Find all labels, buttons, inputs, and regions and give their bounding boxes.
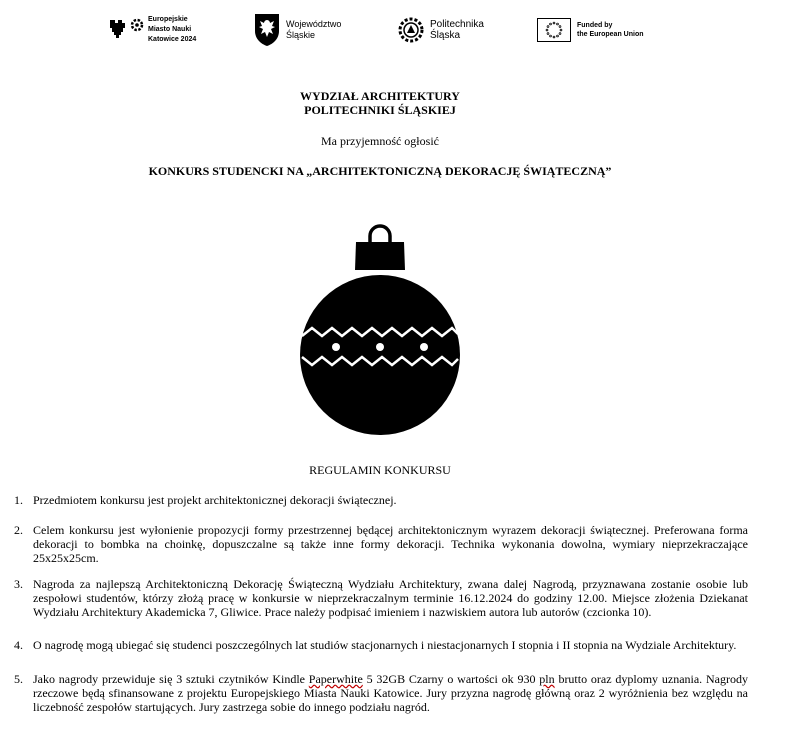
logo-europejskie-miasto-nauki bbox=[108, 10, 196, 50]
list-item-text: Celem konkursu jest wyłonienie propozycji formy przestrzennej będącej architektonicznym wyrazem dekoracji świątecznej. Preferowana forma dekoracji to bombka na choinkę, dopuszczalne są także inne formy dekoracji. Technika wykonania dowolna, wymiary nieprzekraczające 25x25x25cm. bbox=[33, 523, 748, 565]
faculty-title bbox=[0, 89, 760, 117]
list-item bbox=[14, 523, 748, 565]
logo-politechnika-slaska bbox=[398, 10, 484, 50]
list-item-number: 2. bbox=[14, 523, 23, 537]
list-item-text: O nagrodę mogą ubiegać się studenci poszczególnych lat studiów stacjonarnych i niestacjonarnych I stopnia i II stopnia na Wydziale Architektury. bbox=[33, 638, 737, 652]
gear-seal-icon bbox=[398, 17, 424, 43]
list-item-number: 3. bbox=[14, 577, 23, 591]
list-item-number: 1. bbox=[14, 493, 23, 507]
list-item-text-middle: 5 32GB Czarny o wartości ok 930 bbox=[362, 672, 540, 686]
faculty-title-line1: WYDZIAŁ ARCHITEKTURY bbox=[300, 89, 460, 103]
list-item-number: 4. bbox=[14, 638, 23, 652]
faculty-title-line2: POLITECHNIKI ŚLĄSKIEJ bbox=[304, 103, 456, 117]
logo-eu-text: Funded by the European Union bbox=[577, 22, 644, 38]
logo-ps-text: Politechnika Śląska bbox=[430, 19, 484, 41]
logo-ems-text: Europejskie Miasto Nauki Katowice 2024 bbox=[148, 16, 197, 43]
logo-wojewodztwo-slaskie bbox=[254, 10, 341, 50]
christmas-bauble-icon bbox=[300, 224, 460, 436]
regulations-list bbox=[14, 493, 748, 714]
list-item-text-end: brutto oraz dyplomy uznania. Nagrody rzeczowe będą sfinansowane z projektu Europejskiego Miasta Nauki Katowice. Jury przyzna nagrodę główną oraz 2 wyróżnienia bez względu na liczebność zespołów startujących. Jury zastrzega sobie do innego podziału nagród. bbox=[33, 672, 748, 714]
heart-pixel-icon bbox=[108, 17, 144, 43]
spellcheck-word: Paperwhite bbox=[308, 672, 363, 686]
logo-bar bbox=[0, 10, 800, 50]
list-item bbox=[14, 638, 748, 652]
eu-flag-icon bbox=[537, 18, 571, 42]
spellcheck-word: pln bbox=[539, 672, 555, 686]
logo-ws-text: Województwo Śląskie bbox=[286, 19, 342, 40]
list-item-number: 5. bbox=[14, 672, 23, 686]
announcement-intro: Ma przyjemność ogłosić bbox=[321, 134, 439, 148]
competition-title: KONKURS STUDENCKI NA „ARCHITEKTONICZNĄ DEKORACJĘ ŚWIĄTECZNĄ” bbox=[148, 164, 612, 178]
list-item bbox=[14, 672, 748, 714]
list-item-text: Nagroda za najlepszą Architektoniczną Dekorację Świąteczną Wydziału Architektury, zwana dalej Nagrodą, przyznawana zostanie osobie lub zespołowi studentów, którzy złożą pracę w konkursie w nieprzekraczalnym terminie 16.12.2024 do godziny 12.00. Miejsce złożenia Dziekanat Wydziału Architektury Akademicka 7, Gliwice. Prace należy podpisać imieniem i nazwiskiem autora lub autorów (czcionka 10). bbox=[33, 577, 748, 619]
list-item-text: Przedmiotem konkursu jest projekt architektonicznej dekoracji świątecznej. bbox=[33, 493, 397, 507]
eagle-shield-icon bbox=[254, 13, 280, 47]
list-item bbox=[14, 493, 748, 507]
list-item-text-start: Jako nagrody przewiduje się 3 sztuki czytników Kindle bbox=[33, 672, 309, 686]
list-item bbox=[14, 577, 748, 619]
logo-funded-by-eu bbox=[537, 10, 644, 50]
regulations-title: REGULAMIN KONKURSU bbox=[309, 463, 451, 477]
